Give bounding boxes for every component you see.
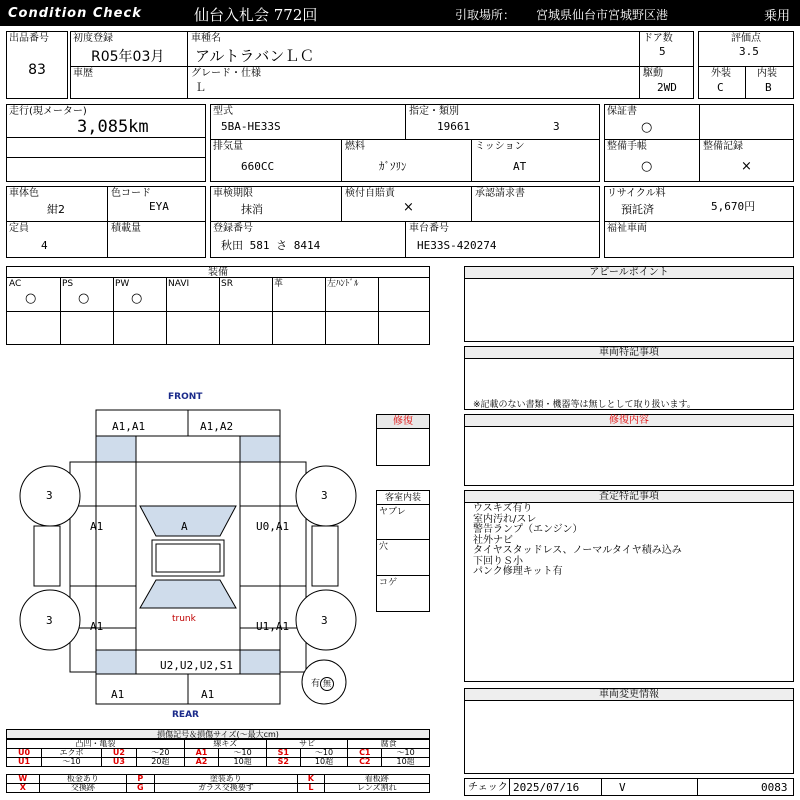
equipment-label: 左ﾊﾝﾄﾞﾙ: [327, 279, 359, 289]
registration-box: [210, 186, 600, 258]
liability-value: ×: [403, 200, 414, 215]
legend-cell: ～20: [136, 749, 184, 758]
recycle-amount: 5,670円: [711, 200, 756, 213]
front-bumper-right: A1,A2: [200, 420, 234, 433]
score-box: [698, 31, 794, 99]
legend-cell: U3: [101, 758, 136, 767]
equipment-label: SR: [221, 279, 233, 289]
rear-panel: U2,U2,U2,S1: [160, 659, 233, 672]
warranty-box: [604, 104, 794, 182]
check-label: チェック: [468, 782, 508, 793]
equipment-value: ○: [78, 291, 90, 306]
exterior-value: C: [717, 81, 724, 94]
drive-value: 2WD: [657, 81, 677, 94]
drive-label: 駆動: [643, 68, 663, 79]
equipment-label: 革: [274, 279, 284, 289]
legend-cell: 板金あり: [39, 775, 126, 784]
legend-cell: 10超: [300, 758, 348, 767]
equipment-label: AC: [9, 279, 22, 289]
change-title: 車両変更情報: [465, 689, 793, 701]
doors-value: 5: [659, 45, 666, 58]
fuel-value: ｶﾞｿﾘﾝ: [379, 160, 407, 173]
mileage-box: [6, 104, 206, 182]
legend-cell: ～10: [382, 749, 430, 758]
exterior-label: 外装: [711, 68, 731, 79]
tire-front-right: 3: [321, 489, 328, 502]
assessment-section: [464, 490, 794, 682]
legend-cell: レンズ割れ: [324, 784, 429, 793]
inspection-label: 車検期限: [213, 188, 253, 199]
inspection-value: 抹消: [241, 203, 263, 216]
chassis-label: 車台番号: [409, 223, 449, 234]
legend-cell: S1: [266, 749, 300, 758]
lot-number-box: [6, 31, 68, 99]
auction-title: 仙台入札会 772回: [194, 6, 318, 24]
special-section: [464, 346, 794, 410]
legend-cell: 看板跡: [324, 775, 429, 784]
legend-cell: エクボ: [42, 749, 102, 758]
spare-prefix: 有: [311, 679, 321, 689]
legend-cell: 20超: [136, 758, 184, 767]
legend-cell: C2: [348, 758, 382, 767]
assessment-title: 査定特記事項: [465, 491, 793, 503]
equipment-box: [6, 266, 430, 345]
check-inspector: V: [619, 781, 626, 794]
record-value: ×: [741, 159, 752, 174]
mission-label: ミッション: [475, 141, 525, 152]
reg-number-label: 登録番号: [213, 223, 253, 234]
check-number: 0083: [761, 781, 788, 794]
equipment-value: ○: [25, 291, 37, 306]
lot-number-label: 出品番号: [9, 33, 49, 44]
reg-number-value: 秋田 581 さ 8414: [221, 239, 321, 252]
first-registration-label: 初度登録: [73, 33, 113, 44]
car-name-value: アルトラバンＬＣ: [195, 47, 315, 65]
interior-box-title: 客室内装: [377, 491, 429, 505]
pickup-location: 宮城県仙台市宮城野区港: [536, 8, 669, 22]
right-rear-door: U1,A1: [256, 620, 290, 633]
legend-cell: 交換跡: [39, 784, 126, 793]
manual-value: ○: [641, 159, 653, 174]
front-bumper-left: A1,A1: [112, 420, 146, 433]
capacity-label: 定員: [9, 223, 29, 234]
legend-cell: A1: [184, 749, 219, 758]
liability-label: 検付自賠責: [345, 188, 395, 199]
mileage-value: 3,085km: [77, 117, 149, 137]
interior-label: 内装: [757, 68, 777, 79]
left-rear-door: A1: [90, 620, 104, 633]
interior-value: B: [765, 81, 772, 94]
repair-box: [376, 414, 430, 466]
legend-cell: ～10: [300, 749, 348, 758]
first-registration-value: R05年03月: [91, 49, 165, 65]
tire-rear-right: 3: [321, 614, 328, 627]
check-row: [464, 778, 794, 796]
history-label: 車歴: [73, 68, 93, 79]
score-value: 3.5: [739, 45, 759, 58]
front-label: FRONT: [168, 392, 203, 402]
assessment-line: ウスキズ有り: [473, 503, 533, 514]
legend-cell: A2: [184, 758, 219, 767]
rear-bumper-right: A1: [201, 688, 215, 701]
pickup-label: 引取場所：: [455, 8, 516, 22]
recycle-status: 預託済: [621, 203, 654, 216]
legend-header-scratch: 線キズ: [184, 740, 266, 749]
recycle-box: [604, 186, 794, 258]
legend-header-rust: サビ: [266, 740, 347, 749]
legend-cell: L: [298, 784, 324, 793]
car-diagram: [0, 380, 440, 720]
legend-cell: C1: [348, 749, 382, 758]
change-section: [464, 688, 794, 774]
assessment-line: タイヤスタッドレス、ノーマルタイヤ積み込み: [473, 545, 682, 556]
car-info-box: [70, 31, 694, 99]
color-value: 紺2: [47, 203, 65, 216]
equipment-label: PW: [115, 279, 130, 289]
trunk-label: trunk: [172, 614, 196, 624]
grade-value: Ｌ: [195, 81, 206, 94]
brand-title: Condition Check: [8, 6, 142, 21]
legend-cell: U0: [7, 749, 42, 758]
mission-value: AT: [513, 160, 527, 173]
legend-cell: U2: [101, 749, 136, 758]
car-name-label: 車種名: [191, 33, 221, 44]
equipment-label: PS: [62, 279, 74, 289]
assessment-line: 警告ランプ（エンジン）: [473, 524, 583, 535]
roof-panel: A: [181, 520, 188, 533]
interior-tear: ヤブレ: [379, 507, 406, 517]
interior-burn: コゲ: [379, 578, 398, 588]
category-label: 乗用: [764, 9, 791, 24]
rear-label: REAR: [172, 710, 199, 720]
manual-label: 整備手帳: [607, 141, 647, 152]
displacement-label: 排気量: [213, 141, 243, 152]
load-label: 積載量: [111, 223, 141, 234]
interior-box: [376, 490, 430, 612]
legend-cell: P: [127, 775, 154, 784]
equipment-label: NAVI: [168, 279, 190, 289]
repair-box-title: 修復: [377, 415, 429, 429]
legend-cell: U1: [7, 758, 42, 767]
grade-label: グレード・仕様: [191, 68, 261, 79]
equipment-value: ○: [131, 291, 143, 306]
spec-box: [210, 104, 600, 182]
legend-cell: ～10: [42, 758, 102, 767]
appeal-title: アピールポイント: [465, 267, 793, 279]
legend-title: 損傷記号＆損傷サイズ(～最大cm): [6, 729, 430, 739]
chassis-value: HE33S-420274: [417, 239, 497, 252]
legend-cell: 10超: [219, 758, 267, 767]
displacement-value: 660CC: [241, 160, 275, 173]
mileage-label: 走行(現メーター): [9, 106, 87, 117]
spare-circle: 無: [320, 677, 334, 691]
capacity-value: 4: [41, 239, 48, 252]
spare-tire: [311, 676, 334, 691]
warranty-label: 保証書: [607, 106, 637, 117]
left-front-door: A1: [90, 520, 104, 533]
color-box: [6, 186, 206, 258]
tire-rear-left: 3: [46, 614, 53, 627]
class-value: 3: [553, 120, 560, 133]
designation-label: 指定・類別: [409, 106, 459, 117]
legend-header-corrosion: 腐食: [348, 740, 430, 749]
legend-cell: 10超: [382, 758, 430, 767]
color-label: 車体色: [9, 188, 39, 199]
legend-cell: K: [298, 775, 324, 784]
record-label: 整備記録: [703, 141, 743, 152]
legend-cell: X: [7, 784, 40, 793]
repair-title: 修復内容: [465, 415, 793, 427]
color-code-value: EYA: [149, 200, 169, 213]
special-title: 車両特記事項: [465, 347, 793, 359]
legend-header-dent: 凸凹・亀裂: [7, 740, 185, 749]
approval-label: 承認請求書: [475, 188, 525, 199]
designation-value: 19661: [437, 120, 471, 133]
model-value: 5BA-HE33S: [221, 120, 281, 133]
score-label: 評価点: [731, 33, 761, 44]
color-code-label: 色コード: [111, 188, 151, 199]
lot-number-value: 83: [28, 62, 46, 78]
equipment-title: 装備: [7, 267, 429, 278]
welfare-label: 福祉車両: [607, 223, 647, 234]
check-date: 2025/07/16: [513, 781, 580, 794]
legend-cell: 塗装あり: [154, 775, 298, 784]
tire-front-left: 3: [46, 489, 53, 502]
assessment-line: パンク修理キット有: [473, 566, 563, 577]
legend-cell: W: [7, 775, 40, 784]
assessment-line: 社外ナビ: [473, 534, 513, 546]
legend-cell: ～10: [219, 749, 267, 758]
assessment-line: 室内汚れ/スレ: [473, 513, 537, 525]
rear-bumper-left: A1: [111, 688, 125, 701]
legend-cell: ガラス交換要す: [154, 784, 298, 793]
interior-hole: 穴: [379, 542, 389, 552]
fuel-label: 燃料: [345, 141, 365, 152]
model-label: 型式: [213, 106, 233, 117]
appeal-section: [464, 266, 794, 342]
recycle-label: リサイクル料: [607, 188, 666, 199]
repair-section: [464, 414, 794, 486]
warranty-value: ○: [641, 120, 653, 135]
assessment-line: 下回りＳ小: [473, 555, 523, 567]
legend-cell: G: [127, 784, 154, 793]
header-bar: [0, 0, 800, 26]
doors-label: ドア数: [643, 33, 673, 44]
right-front-door: U0,A1: [256, 520, 290, 533]
special-note: ※記載のない書類・機器等は無しとして取り扱います。: [473, 400, 696, 410]
legend-cell: S2: [266, 758, 300, 767]
